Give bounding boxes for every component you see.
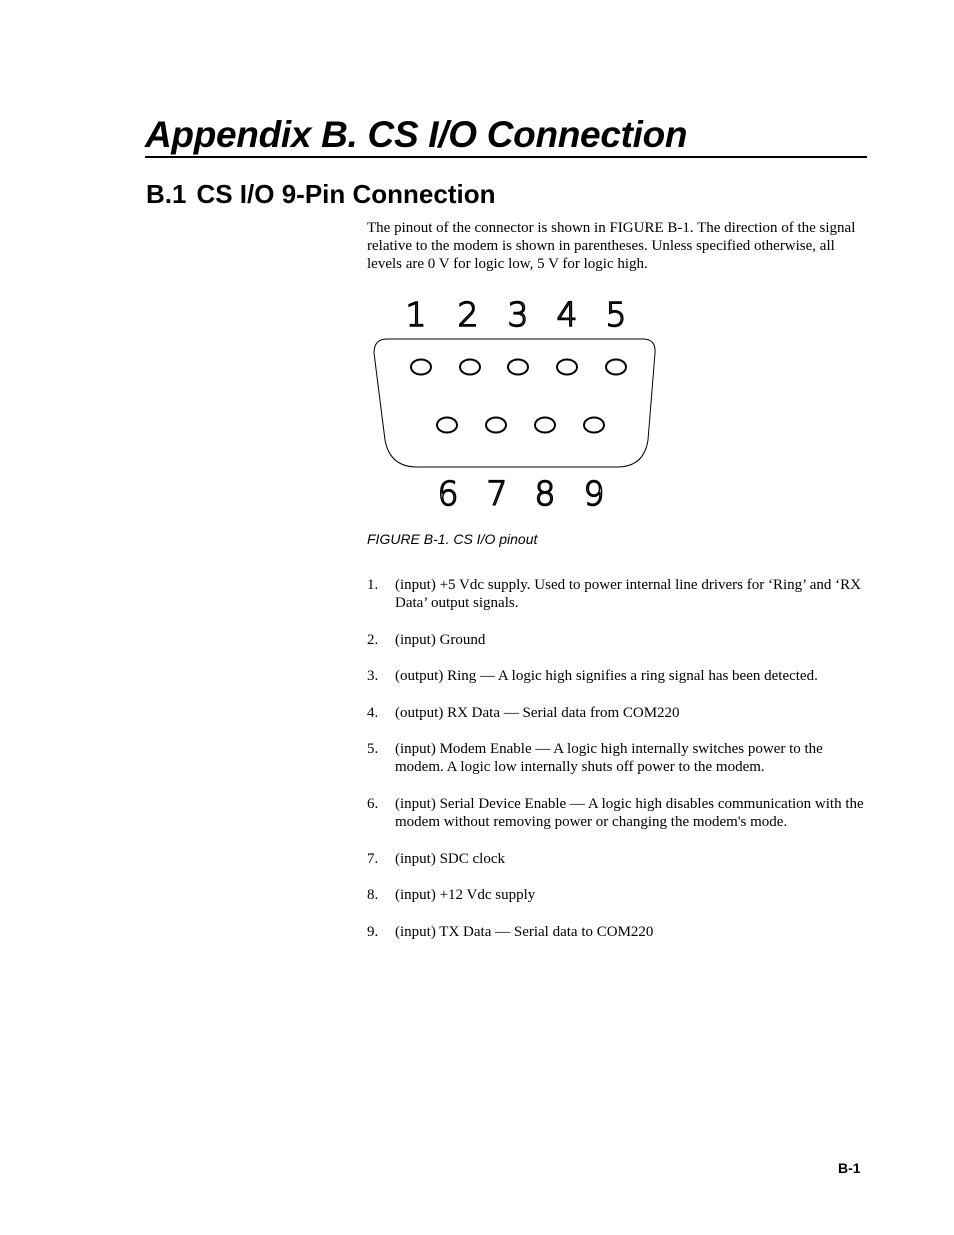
list-item: [367, 886, 867, 904]
figure-caption: FIGURE B-1. CS I/O pinout: [367, 531, 538, 547]
pin-label-6: 6: [437, 474, 459, 513]
list-item-number: 6.: [367, 795, 379, 812]
list-item: [367, 704, 867, 722]
list-item: [367, 923, 867, 941]
list-item: [367, 631, 867, 649]
pin-1-socket: [411, 360, 431, 375]
pin-2-socket: [460, 360, 480, 375]
list-item-text: (input) Serial Device Enable — A logic high disables communication with the modem without removing power or changing the modem's mode.: [395, 795, 864, 831]
list-item-number: 9.: [367, 923, 379, 940]
list-item: [367, 740, 867, 776]
pin-6-socket: [437, 418, 457, 433]
list-item-number: 3.: [367, 668, 379, 685]
pin-7-socket: [486, 418, 506, 433]
chapter-title-rule: [145, 156, 867, 158]
page-number: B-1: [838, 1160, 861, 1176]
connector-diagram: [367, 290, 667, 515]
connector-shell: [374, 339, 655, 467]
list-item-number: 1.: [367, 577, 379, 593]
pin-label-8: 8: [534, 474, 556, 513]
pin-9-socket: [584, 418, 604, 433]
list-item-number: 7.: [367, 850, 379, 867]
list-item-text: (input) +12 Vdc supply: [395, 887, 536, 904]
pin-4-socket: [557, 360, 577, 375]
list-item-text: (output) Ring — A logic high signifies a ring signal has been detected.: [395, 668, 818, 685]
list-item-text: (input) SDC clock: [395, 850, 505, 867]
list-item: [367, 795, 867, 831]
section-title-text: CS I/O 9-Pin Connection: [196, 179, 496, 209]
pin-label-1: 1: [405, 295, 427, 334]
pin-label-3: 3: [507, 295, 529, 334]
pin-label-4: 4: [556, 295, 578, 334]
list-item-text: (input) Ground: [395, 631, 486, 648]
pin-label-9: 9: [583, 474, 605, 513]
section-number: B.1: [146, 179, 187, 209]
list-item: [367, 576, 867, 612]
pin-3-socket: [508, 360, 528, 375]
list-item-text: (input) +5 Vdc supply. Used to power internal line drivers for ‘Ring’ and ‘RX Data’ output signals.: [395, 577, 862, 612]
list-item-text: (output) RX Data — Serial data from COM220: [395, 704, 680, 721]
pin-label-2: 2: [457, 295, 479, 334]
list-item-text: (input) TX Data — Serial data to COM220: [395, 923, 654, 940]
chapter-title: Appendix B. CS I/O Connection: [145, 114, 688, 155]
list-item-number: 5.: [367, 741, 379, 758]
list-item: [367, 850, 867, 868]
pin-5-socket: [606, 360, 626, 375]
list-item-number: 4.: [367, 704, 379, 721]
list-item-text: (input) Modem Enable — A logic high internally switches power to the modem. A logic low internally shuts off power to the modem.: [395, 741, 823, 776]
pin-8-socket: [535, 418, 555, 433]
list-item-number: 2.: [367, 631, 379, 648]
list-item: [367, 667, 867, 685]
pin-label-5: 5: [605, 295, 627, 334]
section-heading: [146, 178, 495, 210]
pin-label-7: 7: [486, 474, 508, 513]
pin-description-list: [367, 576, 867, 959]
intro-paragraph: The pinout of the connector is shown in FIGURE B-1. The direction of the signal relative to the modem is shown in parentheses. Unless specified otherwise, all levels are 0 V for logic low, 5 V for logic high.: [367, 220, 856, 273]
list-item-number: 8.: [367, 887, 379, 904]
